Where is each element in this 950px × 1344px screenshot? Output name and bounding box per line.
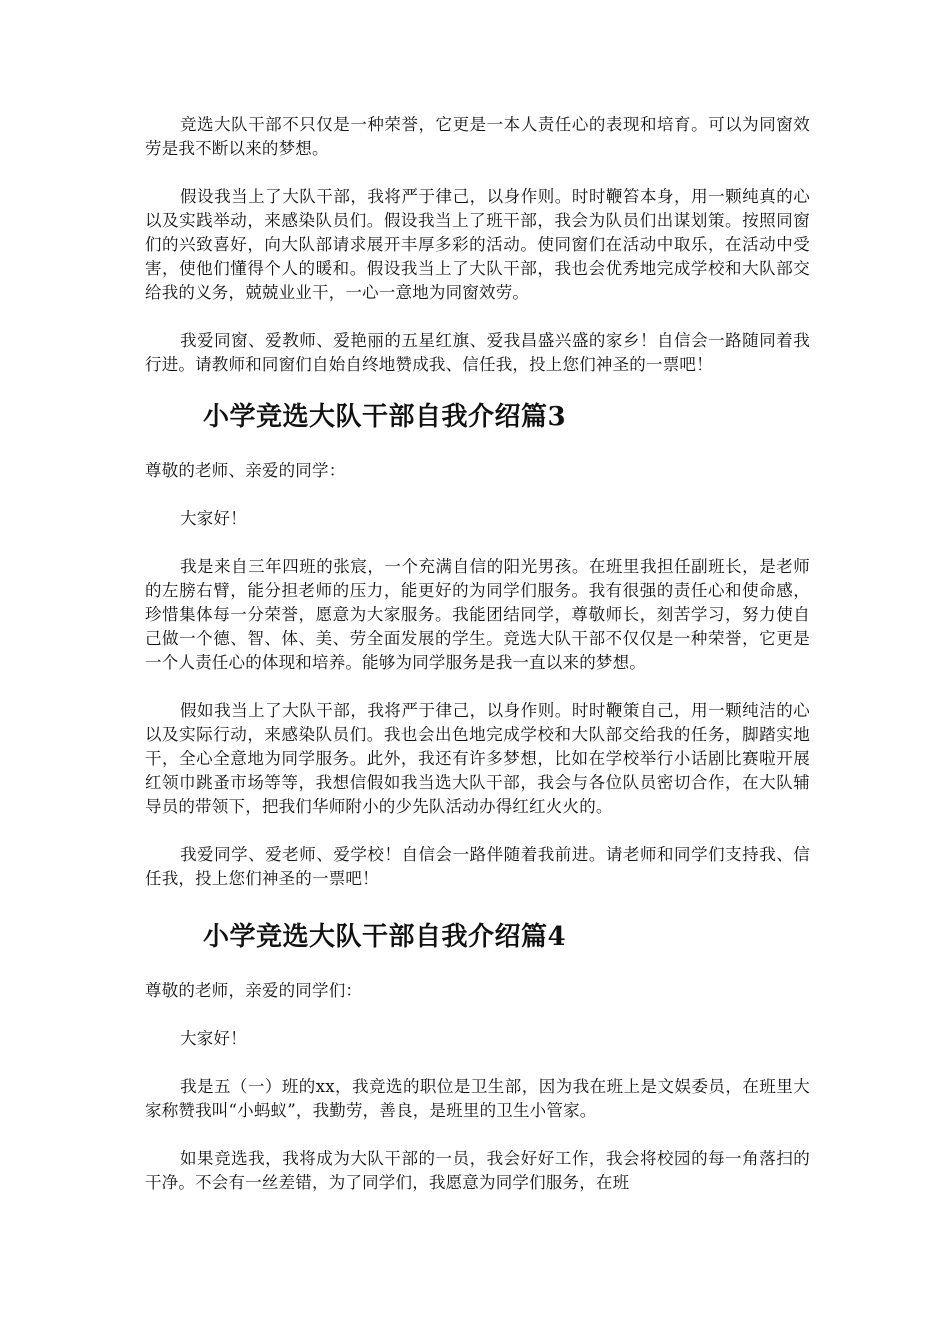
section-heading: 小学竞选大队干部自我介绍篇4 [203,922,567,952]
salutation: 尊敬的老师、亲爱的同学： [145,461,346,480]
greeting: 大家好！ [180,509,247,528]
document-body [145,113,810,1195]
paragraph: 我是五（一）班的xx，我竞选的职位是卫生部，因为我在班上是文娱委员，在班里大家称赞我叫“小蚂蚁”，我勤劳，善良，是班里的卫生小管家。 [145,1077,810,1120]
paragraph: 假设我当上了大队干部，我将严于律己，以身作则。时时鞭笞本身，用一颗纯真的心以及实践举动，来感染队员们。假设我当上了班干部，我会为队员们出谋划策。按照同窗们的兴致喜好，向大队部请求展开丰厚多彩的活动。使同窗们在活动中取乐，在活动中受害，使他们懂得个人的暖和。假设我当上了大队干部，我也会优秀地完成学校和大队部交给我的义务，兢兢业业干，一心一意地为同窗效劳。 [145,187,810,302]
section-heading: 小学竞选大队干部自我介绍篇3 [203,402,567,432]
greeting: 大家好！ [180,1029,247,1048]
paragraph: 我爱同窗、爱教师、爱艳丽的五星红旗、爱我昌盛兴盛的家乡！自信会一路随同着我行进。请教师和同窗们自始自终地赞成我、信任我，投上您们神圣的一票吧！ [145,331,810,374]
paragraph: 假如我当上了大队干部，我将严于律己，以身作则。时时鞭策自己，用一颗纯洁的心以及实际行动，来感染队员们。我也会出色地完成学校和大队部交给我的任务，脚踏实地干，全心全意地为同学服务。此外，我还有许多梦想，比如在学校举行小话剧比赛啦开展红领巾跳蚤市场等等，我想信假如我当选大队干部，我会与各位队员密切合作，在大队辅导员的带领下，把我们华师附小的少先队活动办得红红火火的。 [145,701,810,816]
paragraph: 我爱同学、爱老师、爱学校！自信会一路伴随着我前进。请老师和同学们支持我、信任我，投上您们神圣的一票吧！ [145,845,810,888]
paragraph: 我是来自三年四班的张宸，一个充满自信的阳光男孩。在班里我担任副班长，是老师的左膀右臂，能分担老师的压力，能更好的为同学们服务。我有很强的责任心和使命感，珍惜集体每一分荣誉，愿意为大家服务。我能团结同学，尊敬师长，刻苦学习，努力使自己做一个德、智、体、美、劳全面发展的学生。竞选大队干部不仅仅是一种荣誉，它更是一个人责任心的体现和培养。能够为同学服务是我一直以来的梦想。 [145,557,810,672]
salutation: 尊敬的老师，亲爱的同学们： [145,981,363,1000]
paragraph: 如果竞选我，我将成为大队干部的一员，我会好好工作，我会将校园的每一角落扫的干净。不会有一丝差错，为了同学们，我愿意为同学们服务，在班 [145,1149,810,1192]
paragraph: 竞选大队干部不只仅是一种荣誉，它更是一本人责任心的表现和培育。可以为同窗效劳是我不断以来的梦想。 [145,115,810,158]
